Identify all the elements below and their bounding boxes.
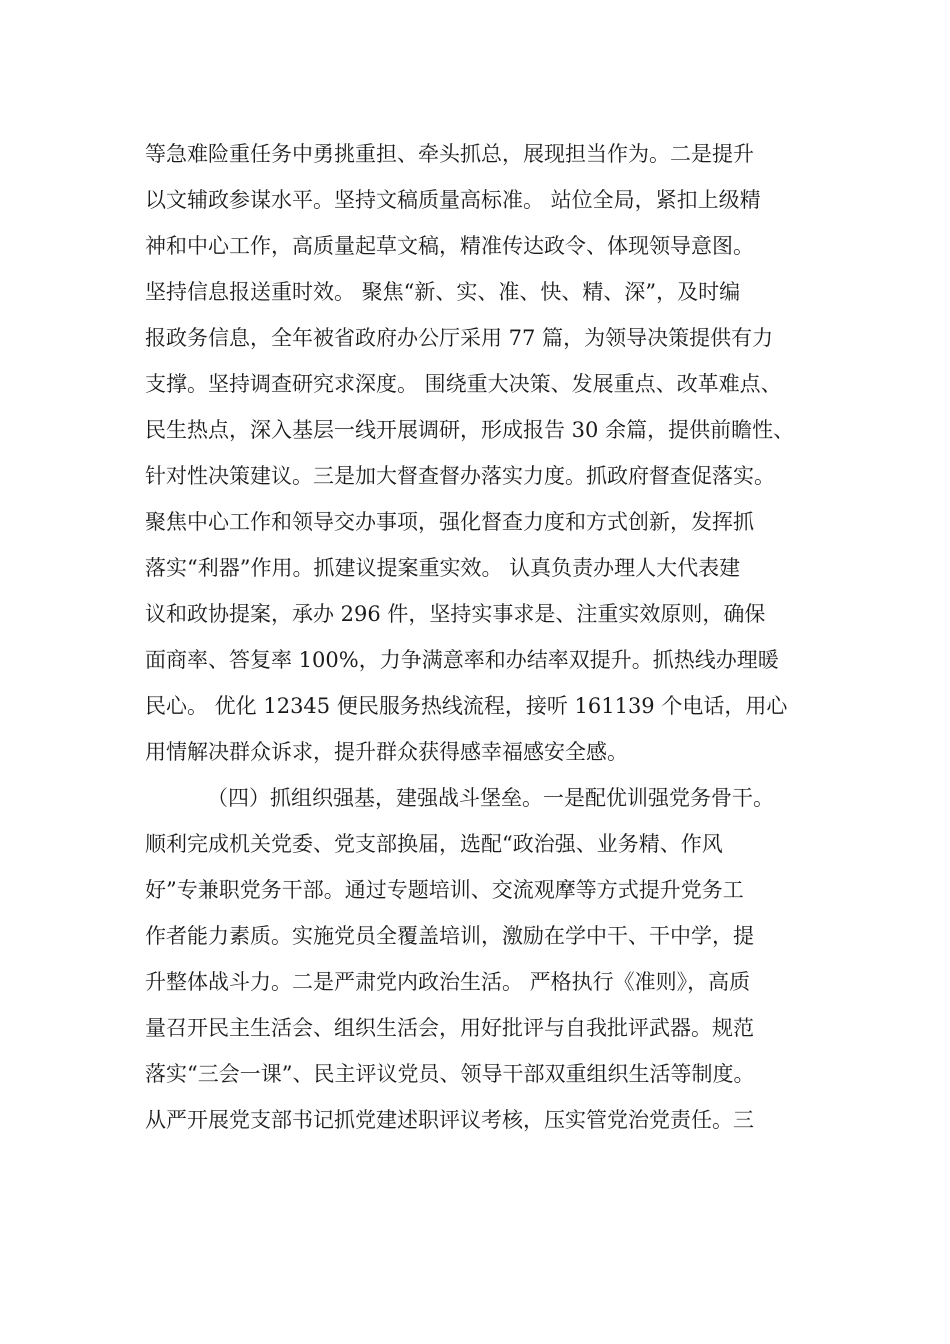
text-line: 落实“三会一课”、民主评议党员、领导干部双重组织生活等制度。 (145, 1062, 755, 1086)
text-line: 以文辅政参谋水平。坚持文稿质量高标准。 站位全局，紧扣上级精 (145, 188, 761, 212)
text-line: 神和中心工作，高质量起草文稿，精准传达政令、体现领导意图。 (145, 234, 754, 258)
text-line: 从严开展党支部书记抓党建述职评议考核，压实管党治党责任。三 (145, 1108, 754, 1132)
text-line: 量召开民主生活会、组织生活会，用好批评与自我批评武器。规范 (145, 1016, 754, 1040)
text-line: 用情解决群众诉求，提升群众获得感幸福感安全感。 (145, 740, 628, 764)
text-line: 坚持信息报送重时效。 聚焦“新、实、准、快、精、深”，及时编 (145, 280, 741, 304)
text-line: 面商率、答复率 100%，力争满意率和办结率双提升。抓热线办理暖 (145, 648, 779, 672)
text-line: 议和政协提案，承办 296 件，坚持实事求是、注重实效原则，确保 (145, 602, 766, 626)
text-line: 等急难险重任务中勇挑重担、牵头抓总，展现担当作为。二是提升 (145, 142, 754, 166)
text-line: 落实“利器”作用。抓建议提案重实效。 认真负责办理人大代表建 (145, 556, 741, 580)
text-line: 民心。 优化 12345 便民服务热线流程，接听 161139 个电话，用心 (145, 694, 788, 718)
text-line: 民生热点，深入基层一线开展调研，形成报告 30 余篇，提供前瞻性、 (145, 418, 795, 442)
text-line: 作者能力素质。实施党员全覆盖培训，激励在学中干、干中学，提 (145, 924, 754, 948)
section-heading-line: （四）抓组织强基，建强战斗堡垒。一是配优训强党务骨干。 (207, 786, 774, 810)
text-line: 针对性决策建议。三是加大督查督办落实力度。抓政府督查促落实。 (145, 464, 775, 488)
text-line: 好”专兼职党务干部。通过专题培训、交流观摩等方式提升党务工 (145, 878, 744, 902)
text-line: 聚焦中心工作和领导交办事项，强化督查力度和方式创新，发挥抓 (145, 510, 754, 534)
text-line: 顺利完成机关党委、党支部换届，选配“政治强、业务精、作风 (145, 832, 723, 856)
text-line: 升整体战斗力。二是严肃党内政治生活。 严格执行《准则》，高质 (145, 970, 751, 994)
text-line: 支撑。坚持调查研究求深度。 围绕重大决策、发展重点、改革难点、 (145, 372, 782, 396)
text-line: 报政务信息，全年被省政府办公厅采用 77 篇，为领导决策提供有力 (145, 326, 774, 350)
